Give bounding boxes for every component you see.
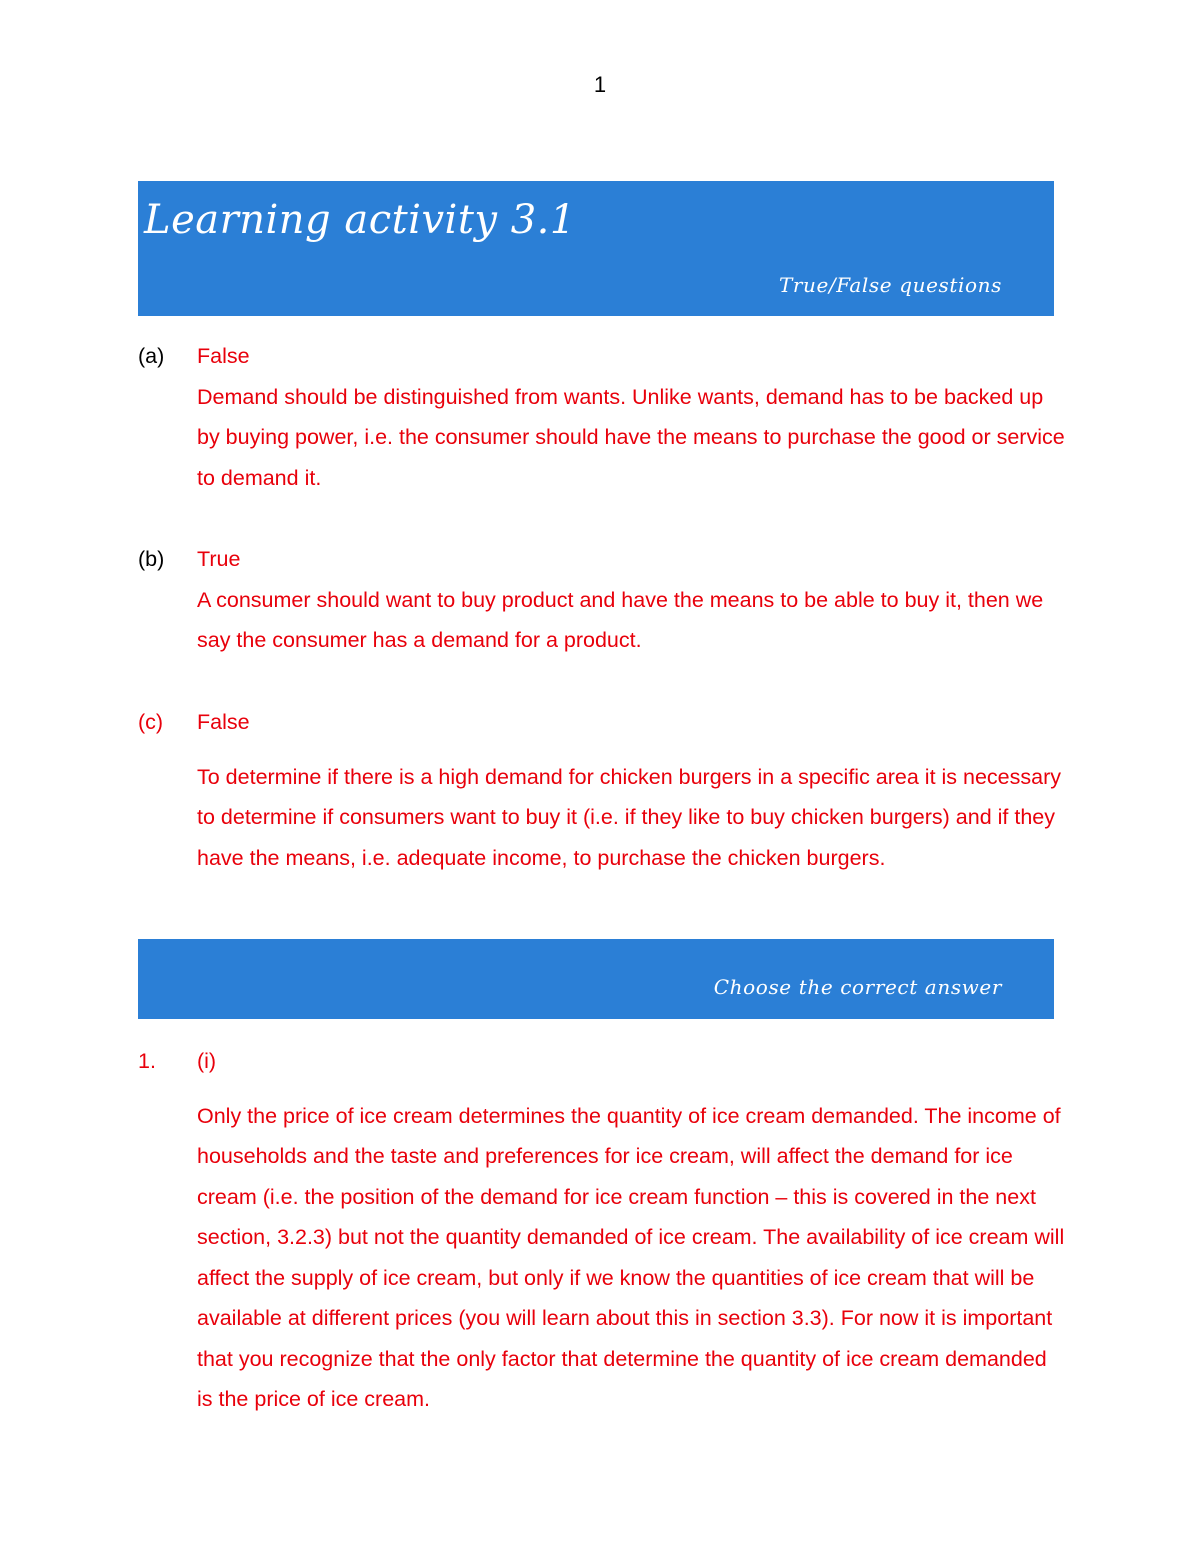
item-label: 1. <box>138 1049 156 1073</box>
item-explanation: Only the price of ice cream determines the quantity of ice cream demanded. The income of households and the taste and preferences for ice cream, will affect the demand for ice cream (i.e. the position of the demand for ice cream function – this is covered in the next section, 3.2.3) but not the quantity demanded of ice cream. The availability of ice cream will affect the supply of ice cream, but only if we know the quantities of ice cream that will be available at different prices (you will learn about this in section 3.3). For now it is important that you recognize that the only factor that determine the quantity of ice cream demanded is the price of ice cream. <box>197 1103 1065 1411</box>
true-false-item-b <box>138 539 1068 661</box>
choose-subtitle: Choose the correct answer <box>713 975 1002 999</box>
item-answer: False <box>197 344 250 368</box>
item-label: (b) <box>138 547 165 571</box>
item-explanation: To determine if there is a high demand for chicken burgers in a specific area it is necessary to determine if consumers want to buy it (i.e. if they like to buy chicken burgers) and if they have the means, i.e. adequate income, to purchase the chicken burgers. <box>197 764 1062 870</box>
item-explanation: A consumer should want to buy product and have the means to be able to buy it, then we say the consumer has a demand for a product. <box>197 587 1044 652</box>
item-answer: True <box>197 547 241 571</box>
activity-title: Learning activity 3.1 <box>144 197 576 243</box>
page-number: 1 <box>593 72 607 97</box>
item-explanation: Demand should be distinguished from wants. Unlike wants, demand has to be backed up by buying power, i.e. the consumer should have the means to purchase the good or service to demand it. <box>197 384 1065 490</box>
activity-subtitle: True/False questions <box>778 273 1002 297</box>
activity-banner <box>138 181 1054 316</box>
true-false-item-c <box>138 702 1068 878</box>
item-label: (a) <box>138 344 165 368</box>
item-answer: (i) <box>197 1049 217 1073</box>
item-answer: False <box>197 710 250 734</box>
true-false-item-a <box>138 336 1068 498</box>
choose-item-1 <box>138 1041 1068 1420</box>
item-label: (c) <box>138 710 164 734</box>
choose-banner <box>138 939 1054 1019</box>
